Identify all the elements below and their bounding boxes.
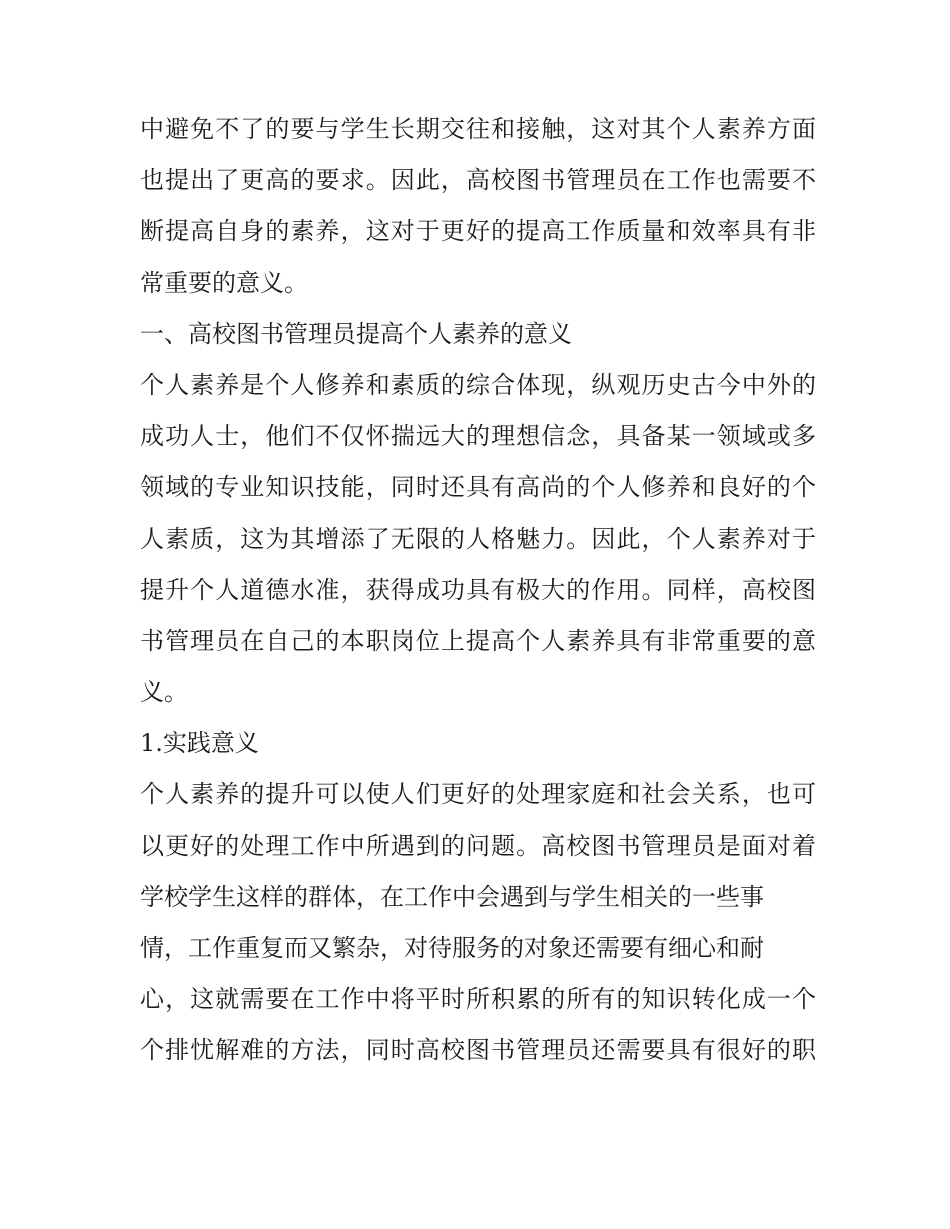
paragraph-line-10: 提升个人道德水准，获得成功具有极大的作用。同样，高校图 [140, 575, 816, 604]
paragraph-line-2: 也提出了更高的要求。因此，高校图书管理员在工作也需要不 [140, 166, 816, 195]
subsection-heading: 1.实践意义 [140, 729, 259, 758]
paragraph-line-17: 情，工作重复而又繁杂，对待服务的对象还需要有细心和耐 [140, 934, 764, 962]
paragraph-line-8: 领域的专业知识技能，同时还具有高尚的个人修养和良好的个 [140, 473, 816, 502]
paragraph-line-1: 中避免不了的要与学生长期交往和接触，这对其个人素养方面 [140, 115, 816, 143]
paragraph-line-16: 学校学生这样的群体，在工作中会遇到与学生相关的一些事 [140, 882, 764, 911]
paragraph-line-11: 书管理员在自己的本职岗位上提高个人素养具有非常重要的意 [140, 626, 816, 655]
paragraph-line-7: 成功人士，他们不仅怀揣远大的理想信念，具备某一领域或多 [140, 422, 816, 451]
paragraph-line-18: 心，这就需要在工作中将平时所积累的所有的知识转化成一个 [140, 985, 816, 1014]
paragraph-line-3: 断提高自身的素养，这对于更好的提高工作质量和效率具有非 [140, 217, 816, 246]
body-text [140, 104, 816, 1077]
paragraph-line-15: 以更好的处理工作中所遇到的问题。高校图书管理员是面对着 [140, 831, 816, 860]
paragraph-line-14: 个人素养的提升可以使人们更好的处理家庭和社会关系，也可 [140, 780, 816, 809]
paragraph-line-9: 人素质，这为其增添了无限的人格魅力。因此，个人素养对于 [140, 524, 816, 553]
paragraph-line-12: 义。 [140, 678, 188, 707]
paragraph-line-4: 常重要的意义。 [140, 268, 308, 297]
section-heading: 一、高校图书管理员提高个人素养的意义 [140, 319, 572, 348]
paragraph-line-19: 个排忧解难的方法，同时高校图书管理员还需要具有很好的职 [140, 1036, 816, 1065]
paragraph-line-6: 个人素养是个人修养和素质的综合体现，纵观历史古今中外的 [140, 370, 816, 399]
